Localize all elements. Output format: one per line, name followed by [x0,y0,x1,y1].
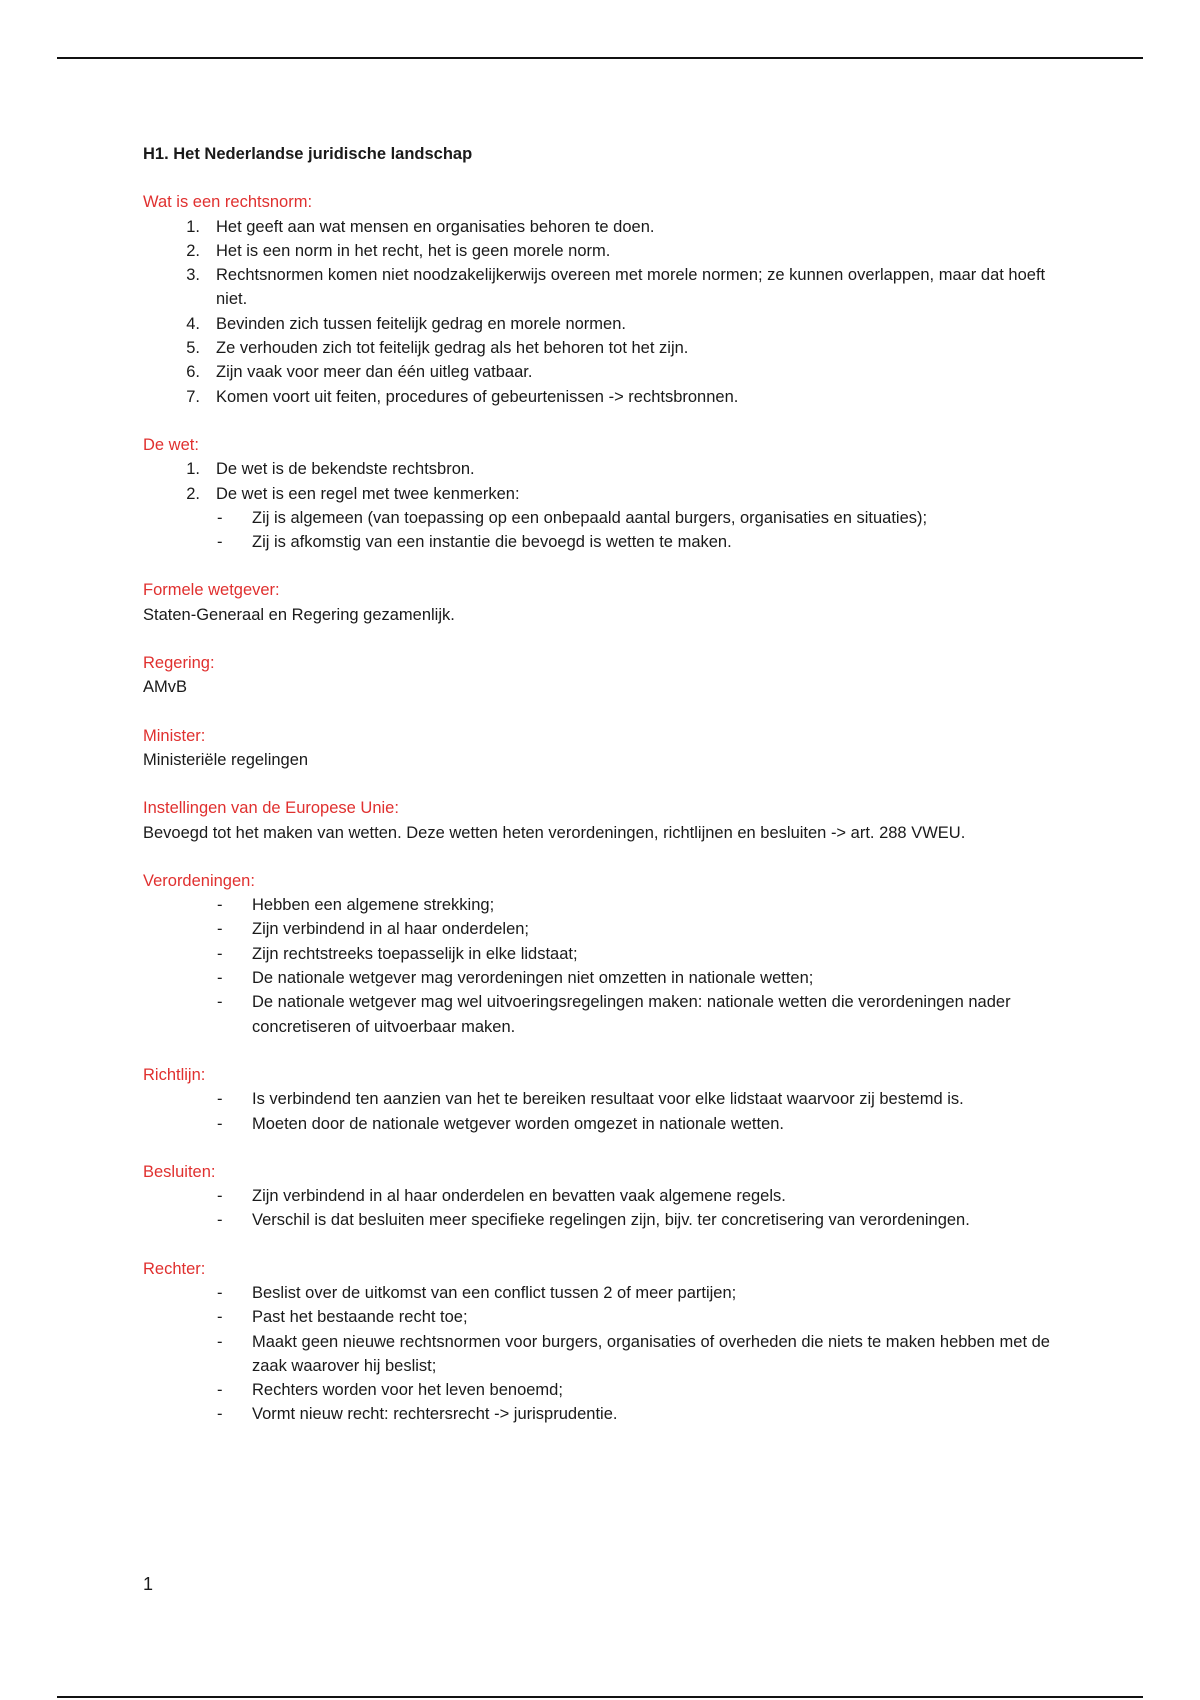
list-item: 2. De wet is een regel met twee kenmerken: [186,484,520,503]
section-rechter [143,1257,1063,1427]
dash-list [143,1281,1063,1427]
list-item: 4. Bevinden zich tussen feitelijk gedrag en morele normen. [186,314,626,333]
list-item: - Zijn verbindend in al haar onderdelen; [217,920,530,939]
page-number: 1 [143,1574,154,1594]
section-eu [143,796,1063,845]
dash-list [143,1184,1063,1233]
section-text: Staten-Generaal en Regering gezamenlijk. [143,605,455,624]
section-heading: Formele wetgever: [143,581,280,600]
section-heading: Wat is een rechtsnorm: [143,193,313,212]
list-item: 5. Ze verhouden zich tot feitelijk gedrag als het behoren tot het zijn. [186,339,689,358]
list-item: - Vormt nieuw recht: rechtersrecht -> jurisprudentie. [217,1405,618,1424]
section-besluiten [143,1160,1063,1233]
section-verordeningen [143,869,1063,1039]
section-heading: Verordeningen: [143,871,255,890]
section-regering [143,651,1063,700]
footer-rule [57,1696,1143,1698]
list-item: - De nationale wetgever mag wel uitvoeringsregelingen maken: nationale wetten die verordeningen nader concretiseren of uitvoerbaar maken. [217,993,1011,1036]
section-text: AMvB [143,678,188,697]
section-richtlijn [143,1063,1063,1136]
list-item: - Beslist over de uitkomst van een conflict tussen 2 of meer partijen; [217,1283,737,1302]
page-title: H1. Het Nederlandse juridische landschap [143,145,473,163]
list-item: 3. Rechtsnormen komen niet noodzakelijkerwijs overeen met morele normen; ze kunnen overlappen, maar dat hoeft niet. [186,266,1046,309]
list-item: - Maakt geen nieuwe rechtsnormen voor burgers, organisaties of overheden die niets te maken hebben met de zaak waarover hij beslist; [217,1332,1050,1375]
list-item: 1. Het geeft aan wat mensen en organisaties behoren te doen. [186,217,655,236]
dash-list [143,893,1063,1039]
section-heading: Richtlijn: [143,1065,206,1084]
header-rule [57,57,1143,59]
section-minister [143,724,1063,773]
list-item: 2. Het is een norm in het recht, het is geen morele norm. [186,241,611,260]
dash-list [143,506,1063,555]
list-item: - Zijn verbindend in al haar onderdelen en bevatten vaak algemene regels. [217,1187,786,1206]
list-item: - Zijn rechtstreeks toepasselijk in elke lidstaat; [217,944,578,963]
list-item: - Moeten door de nationale wetgever worden omgezet in nationale wetten. [217,1114,785,1133]
list-item: 6. Zijn vaak voor meer dan één uitleg vatbaar. [186,363,533,382]
section-formele-wetgever [143,578,1063,627]
numbered-list [143,215,1063,409]
section-text: Bevoegd tot het maken van wetten. Deze wetten heten verordeningen, richtlijnen en besluiten -> art. 288 VWEU. [143,823,966,842]
section-rechtsnorm [143,190,1063,409]
list-item: 7. Komen voort uit feiten, procedures of gebeurtenissen -> rechtsbronnen. [186,387,739,406]
list-item: - Verschil is dat besluiten meer specifieke regelingen zijn, bijv. ter concretisering van verordeningen. [217,1211,970,1230]
dash-list [143,1087,1063,1136]
list-item: - De nationale wetgever mag verordeningen niet omzetten in nationale wetten; [217,969,814,988]
section-heading: Minister: [143,726,206,745]
list-item: - Zij is algemeen (van toepassing op een onbepaald aantal burgers, organisaties en situaties); [217,508,928,527]
list-item: - Past het bestaande recht toe; [217,1308,468,1327]
list-item: - Hebben een algemene strekking; [217,896,495,915]
section-heading: Regering: [143,654,215,673]
section-heading: De wet: [143,435,199,454]
numbered-list [143,457,1063,506]
document-body [143,142,1063,1451]
section-heading: Besluiten: [143,1162,216,1181]
list-item: - Is verbindend ten aanzien van het te bereiken resultaat voor elke lidstaat waarvoor zij bestemd is. [217,1090,964,1109]
section-heading: Instellingen van de Europese Unie: [143,799,399,818]
section-heading: Rechter: [143,1259,206,1278]
list-item: 1. De wet is de bekendste rechtsbron. [186,460,475,479]
list-item: - Rechters worden voor het leven benoemd; [217,1381,563,1400]
list-item: - Zij is afkomstig van een instantie die bevoegd is wetten te maken. [217,533,732,552]
section-text: Ministeriële regelingen [143,750,309,769]
section-wet [143,433,1063,554]
